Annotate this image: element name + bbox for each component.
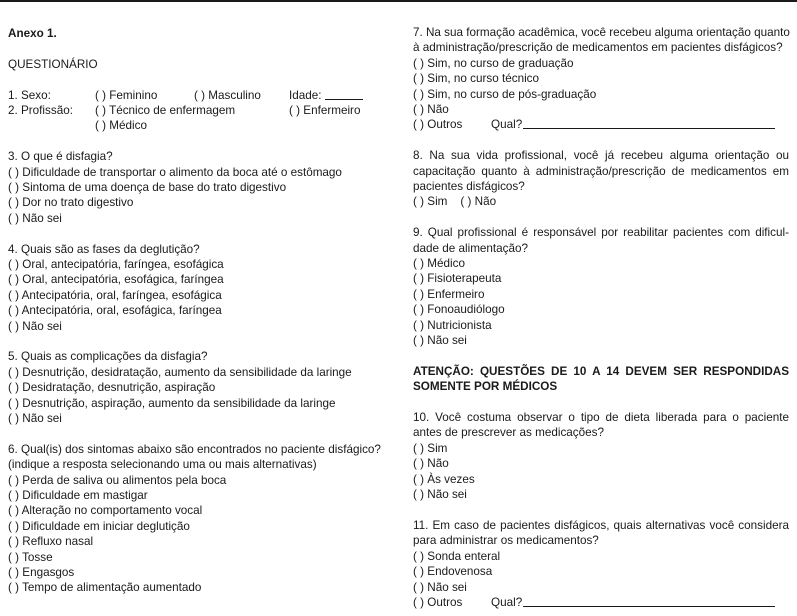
q7-question: 7. Na sua formação acadêmica, você recebeu alguma orientação quanto (413, 26, 790, 39)
q8-answer-options[interactable]: ( ) Sim ( ) Não (413, 195, 497, 209)
q6-option[interactable]: ( ) Tosse (8, 550, 53, 564)
age-blank-line[interactable] (325, 88, 363, 104)
q9-option[interactable]: ( ) Não sei (413, 334, 467, 348)
q7-other-option[interactable]: ( ) Outros (413, 118, 463, 132)
q5-question: 5. Quais as complicações da disfagia? (8, 350, 208, 364)
q11-question: 11. Em caso de pacientes disfágicos, quais alternativas você considera (413, 518, 789, 532)
profession-row (8, 103, 388, 118)
q9-question: 9. Qual profissional é responsável por reabilitar pacientes com dificul- (413, 226, 789, 240)
q9-option[interactable]: ( ) Nutricionista (413, 318, 492, 332)
q3-option[interactable]: ( ) Dor no trato digestivo (8, 196, 134, 210)
q7-other-row (413, 117, 789, 132)
q5-option[interactable]: ( ) Desnutrição, desidratação, aumento da sensibilidade da laringe (8, 365, 352, 379)
q11-option[interactable]: ( ) Não sei (413, 580, 467, 594)
q11-other-blank-line[interactable] (523, 595, 775, 611)
q5-option[interactable]: ( ) Desnutrição, aspiração, aumento da sensibilidade da laringe (8, 396, 336, 410)
q4-option[interactable]: ( ) Não sei (8, 319, 62, 333)
attention-notice-cont: SOMENTE POR MÉDICOS (413, 380, 558, 394)
sex-male-option[interactable]: ( ) Masculino (194, 88, 261, 102)
profession-doctor-option[interactable]: ( ) Médico (95, 119, 147, 133)
q4-option[interactable]: ( ) Antecipatória, oral, esofágica, faríngea (8, 304, 222, 318)
q5-option[interactable]: ( ) Não sei (8, 412, 62, 426)
q5-option[interactable]: ( ) Desidratação, desnutrição, aspiração (8, 381, 216, 395)
age-label: Idade: (289, 88, 322, 102)
q6-instruction: (indique a resposta selecionando uma ou mais alternativas) (8, 458, 317, 472)
profession-row-2 (8, 118, 388, 133)
q3-question: 3. O que é disfagia? (8, 150, 113, 164)
q10-option[interactable]: ( ) Não (413, 457, 449, 471)
q11-question-cont: para administrar os medicamentos? (413, 534, 599, 548)
q7-option[interactable]: ( ) Sim, no curso de pós-graduação (413, 87, 597, 101)
q11-other-label: Qual? (491, 595, 523, 609)
q7-option[interactable]: ( ) Não (413, 103, 449, 117)
q4-question: 4. Quais são as fases da deglutição? (8, 242, 200, 256)
q6-option[interactable]: ( ) Alteração no comportamento vocal (8, 504, 203, 518)
q4-option[interactable]: ( ) Antecipatória, oral, faríngea, esofágica (8, 288, 222, 302)
right-column (413, 0, 789, 610)
q6-option[interactable]: ( ) Tempo de alimentação aumentado (8, 581, 202, 595)
q9-option[interactable]: ( ) Enfermeiro (413, 287, 485, 301)
sex-female-option[interactable]: ( ) Feminino (95, 88, 158, 102)
q9-question-cont: dade de alimentação? (413, 241, 529, 255)
q10-option[interactable]: ( ) Às vezes (413, 472, 475, 486)
q7-option[interactable]: ( ) Sim, no curso de graduação (413, 56, 574, 70)
attention-notice: ATENÇÃO: QUESTÕES DE 10 A 14 DEVEM SER RESPONDIDAS (413, 364, 789, 378)
q4-option[interactable]: ( ) Oral, antecipatória, esofágica, faríngea (8, 273, 224, 287)
q6-question: 6. Qual(is) dos sintomas abaixo são encontrados no paciente disfágico? (8, 442, 381, 456)
sex-row (8, 88, 388, 103)
q7-other-label: Qual? (491, 118, 523, 132)
q11-option[interactable]: ( ) Sonda enteral (413, 549, 501, 563)
q9-option[interactable]: ( ) Médico (413, 257, 465, 271)
q6-option[interactable]: ( ) Dificuldade em mastigar (8, 489, 148, 503)
q11-option[interactable]: ( ) Endovenosa (413, 565, 493, 579)
q3-option[interactable]: ( ) Sintoma de uma doença de base do trato digestivo (8, 180, 287, 194)
q9-option[interactable]: ( ) Fonoaudiólogo (413, 303, 505, 317)
q7-other-blank-line[interactable] (523, 117, 775, 133)
q3-option[interactable]: ( ) Não sei (8, 211, 62, 225)
left-column (8, 0, 388, 596)
q8-question: 8. Na sua vida profissional, você já recebeu alguma orientação ou (413, 149, 789, 163)
sex-label: 1. Sexo: (8, 88, 51, 102)
q3-option[interactable]: ( ) Dificuldade de transportar o alimento da boca até o estômago (8, 165, 342, 179)
q9-option[interactable]: ( ) Fisioterapeuta (413, 272, 502, 286)
q7-question-cont: à administração/prescrição de medicamentos em pacientes disfágicos? (413, 41, 783, 55)
annex-title: Anexo 1. (8, 27, 57, 40)
q6-option[interactable]: ( ) Dificuldade em iniciar deglutição (8, 519, 190, 533)
q6-option[interactable]: ( ) Perda de saliva ou alimentos pela boca (8, 473, 227, 487)
profession-nurse-option[interactable]: ( ) Enfermeiro (289, 103, 361, 117)
q10-option[interactable]: ( ) Sim (413, 441, 448, 455)
profession-technician-option[interactable]: ( ) Técnico de enfermagem (95, 103, 236, 117)
q10-question: 10. Você costuma observar o tipo de dieta liberada para o paciente (413, 411, 789, 425)
q11-other-option[interactable]: ( ) Outros (413, 595, 463, 609)
q7-option[interactable]: ( ) Sim, no curso técnico (413, 72, 540, 86)
q8-question-cont: capacitação quanto à administração/prescrição de medicamentos em (413, 164, 789, 178)
q8-question-cont: pacientes disfágicos? (413, 180, 525, 194)
q11-other-row (413, 595, 789, 610)
questionnaire-title: QUESTIONÁRIO (8, 57, 98, 71)
q4-option[interactable]: ( ) Oral, antecipatória, faríngea, esofágica (8, 257, 224, 271)
q6-option[interactable]: ( ) Refluxo nasal (8, 535, 94, 549)
q10-option[interactable]: ( ) Não sei (413, 488, 467, 502)
q6-option[interactable]: ( ) Engasgos (8, 566, 75, 580)
q10-question-cont: antes de prescrever as medicações? (413, 426, 604, 440)
profession-label: 2. Profissão: (8, 103, 73, 117)
